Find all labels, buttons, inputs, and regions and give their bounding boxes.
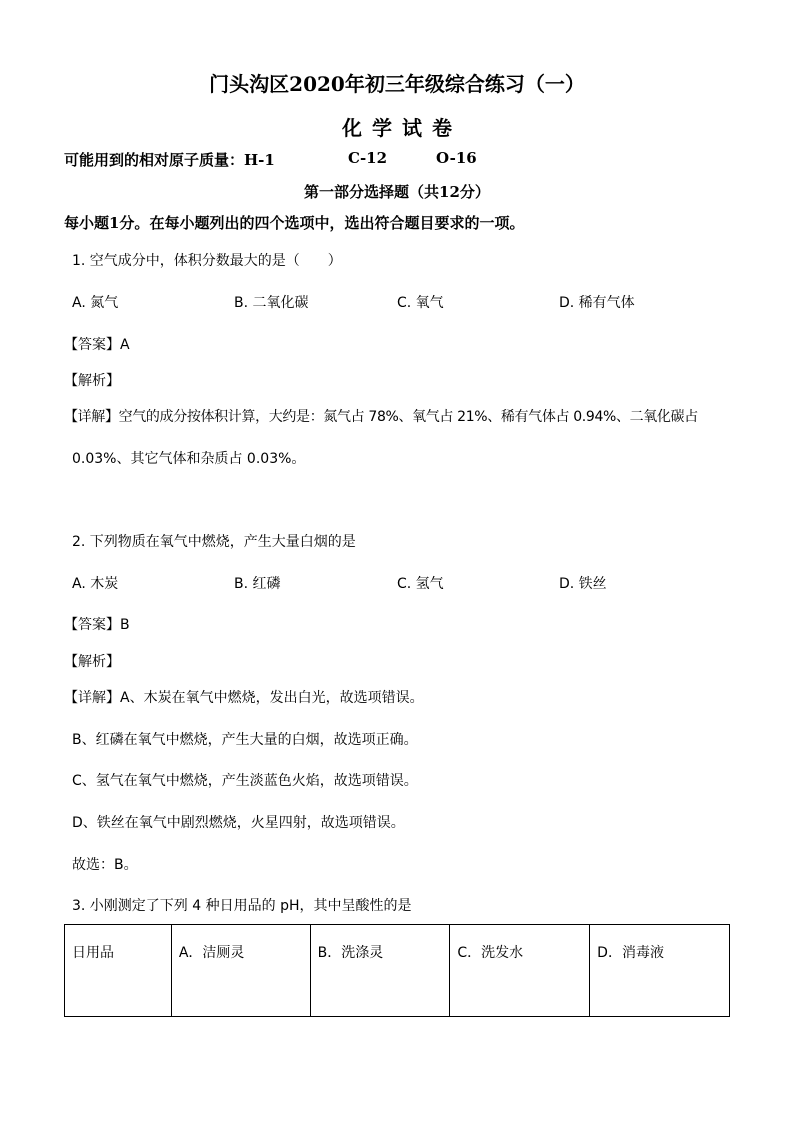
atomic-mass-c: C-12 <box>348 149 388 167</box>
table-cell-header: 日用品 <box>65 925 172 1017</box>
table-cell-option-c: C．洗发水 <box>450 925 590 1017</box>
q1-option-d: D. 稀有气体 <box>559 295 635 311</box>
table-cell-option-b: B．洗涤灵 <box>310 925 450 1017</box>
q2-option-a: A. 木炭 <box>72 576 119 592</box>
q1-answer: 【答案】A <box>64 337 130 353</box>
table-cell-option-d: D．消毒液 <box>590 925 730 1017</box>
q2-detail-line: B、红磷在氧气中燃烧，产生大量的白烟，故选项正确。 <box>72 732 418 748</box>
section-title: 第一部分选择题（共12分） <box>304 183 490 201</box>
atomic-masses-label: 可能用到的相对原子质量：H-1 <box>64 151 275 169</box>
q1-question: 1. 空气成分中，体积分数最大的是（ ） <box>72 253 342 269</box>
q2-option-c: C. 氢气 <box>397 576 444 592</box>
q2-option-d: D. 铁丝 <box>559 576 607 592</box>
q2-answer: 【答案】B <box>64 617 130 633</box>
q3-question: 3. 小刚测定了下列 4 种日用品的 pH，其中呈酸性的是 <box>72 898 412 914</box>
q1-option-a: A. 氮气 <box>72 295 119 311</box>
q1-detail-line-1: 【详解】空气的成分按体积计算，大约是：氮气占 78%、氧气占 21%、稀有气体占 0.94%、二氧化碳占 <box>64 409 698 425</box>
q2-conclusion: 故选：B。 <box>72 857 138 873</box>
q2-analysis: 【解析】 <box>64 654 120 670</box>
q2-detail-line: D、铁丝在氧气中剧烈燃烧，火星四射，故选项错误。 <box>72 815 405 831</box>
q2-option-b: B. 红磷 <box>234 576 281 592</box>
q2-detail-line: C、氢气在氧气中燃烧，产生淡蓝色火焰，故选项错误。 <box>72 773 418 789</box>
section-instruction: 每小题1分。在每小题列出的四个选项中，选出符合题目要求的一项。 <box>64 214 525 232</box>
q1-option-c: C. 氧气 <box>397 295 444 311</box>
q1-analysis: 【解析】 <box>64 373 120 389</box>
q2-question: 2. 下列物质在氧气中燃烧，产生大量白烟的是 <box>72 534 356 550</box>
table-cell-option-a: A．洁厕灵 <box>171 925 310 1017</box>
q1-detail-line-2: 0.03%、其它气体和杂质占 0.03%。 <box>72 451 306 467</box>
q3-table <box>64 924 730 1017</box>
q1-option-b: B. 二氧化碳 <box>234 295 309 311</box>
table-row <box>65 925 730 1017</box>
q2-detail-line: 【详解】A、木炭在氧气中燃烧，发出白光，故选项错误。 <box>64 690 424 706</box>
atomic-mass-o: O-16 <box>436 149 477 167</box>
exam-title: 门头沟区2020年初三年级综合练习（一） <box>209 72 585 96</box>
exam-subtitle: 化学试卷 <box>342 116 462 140</box>
